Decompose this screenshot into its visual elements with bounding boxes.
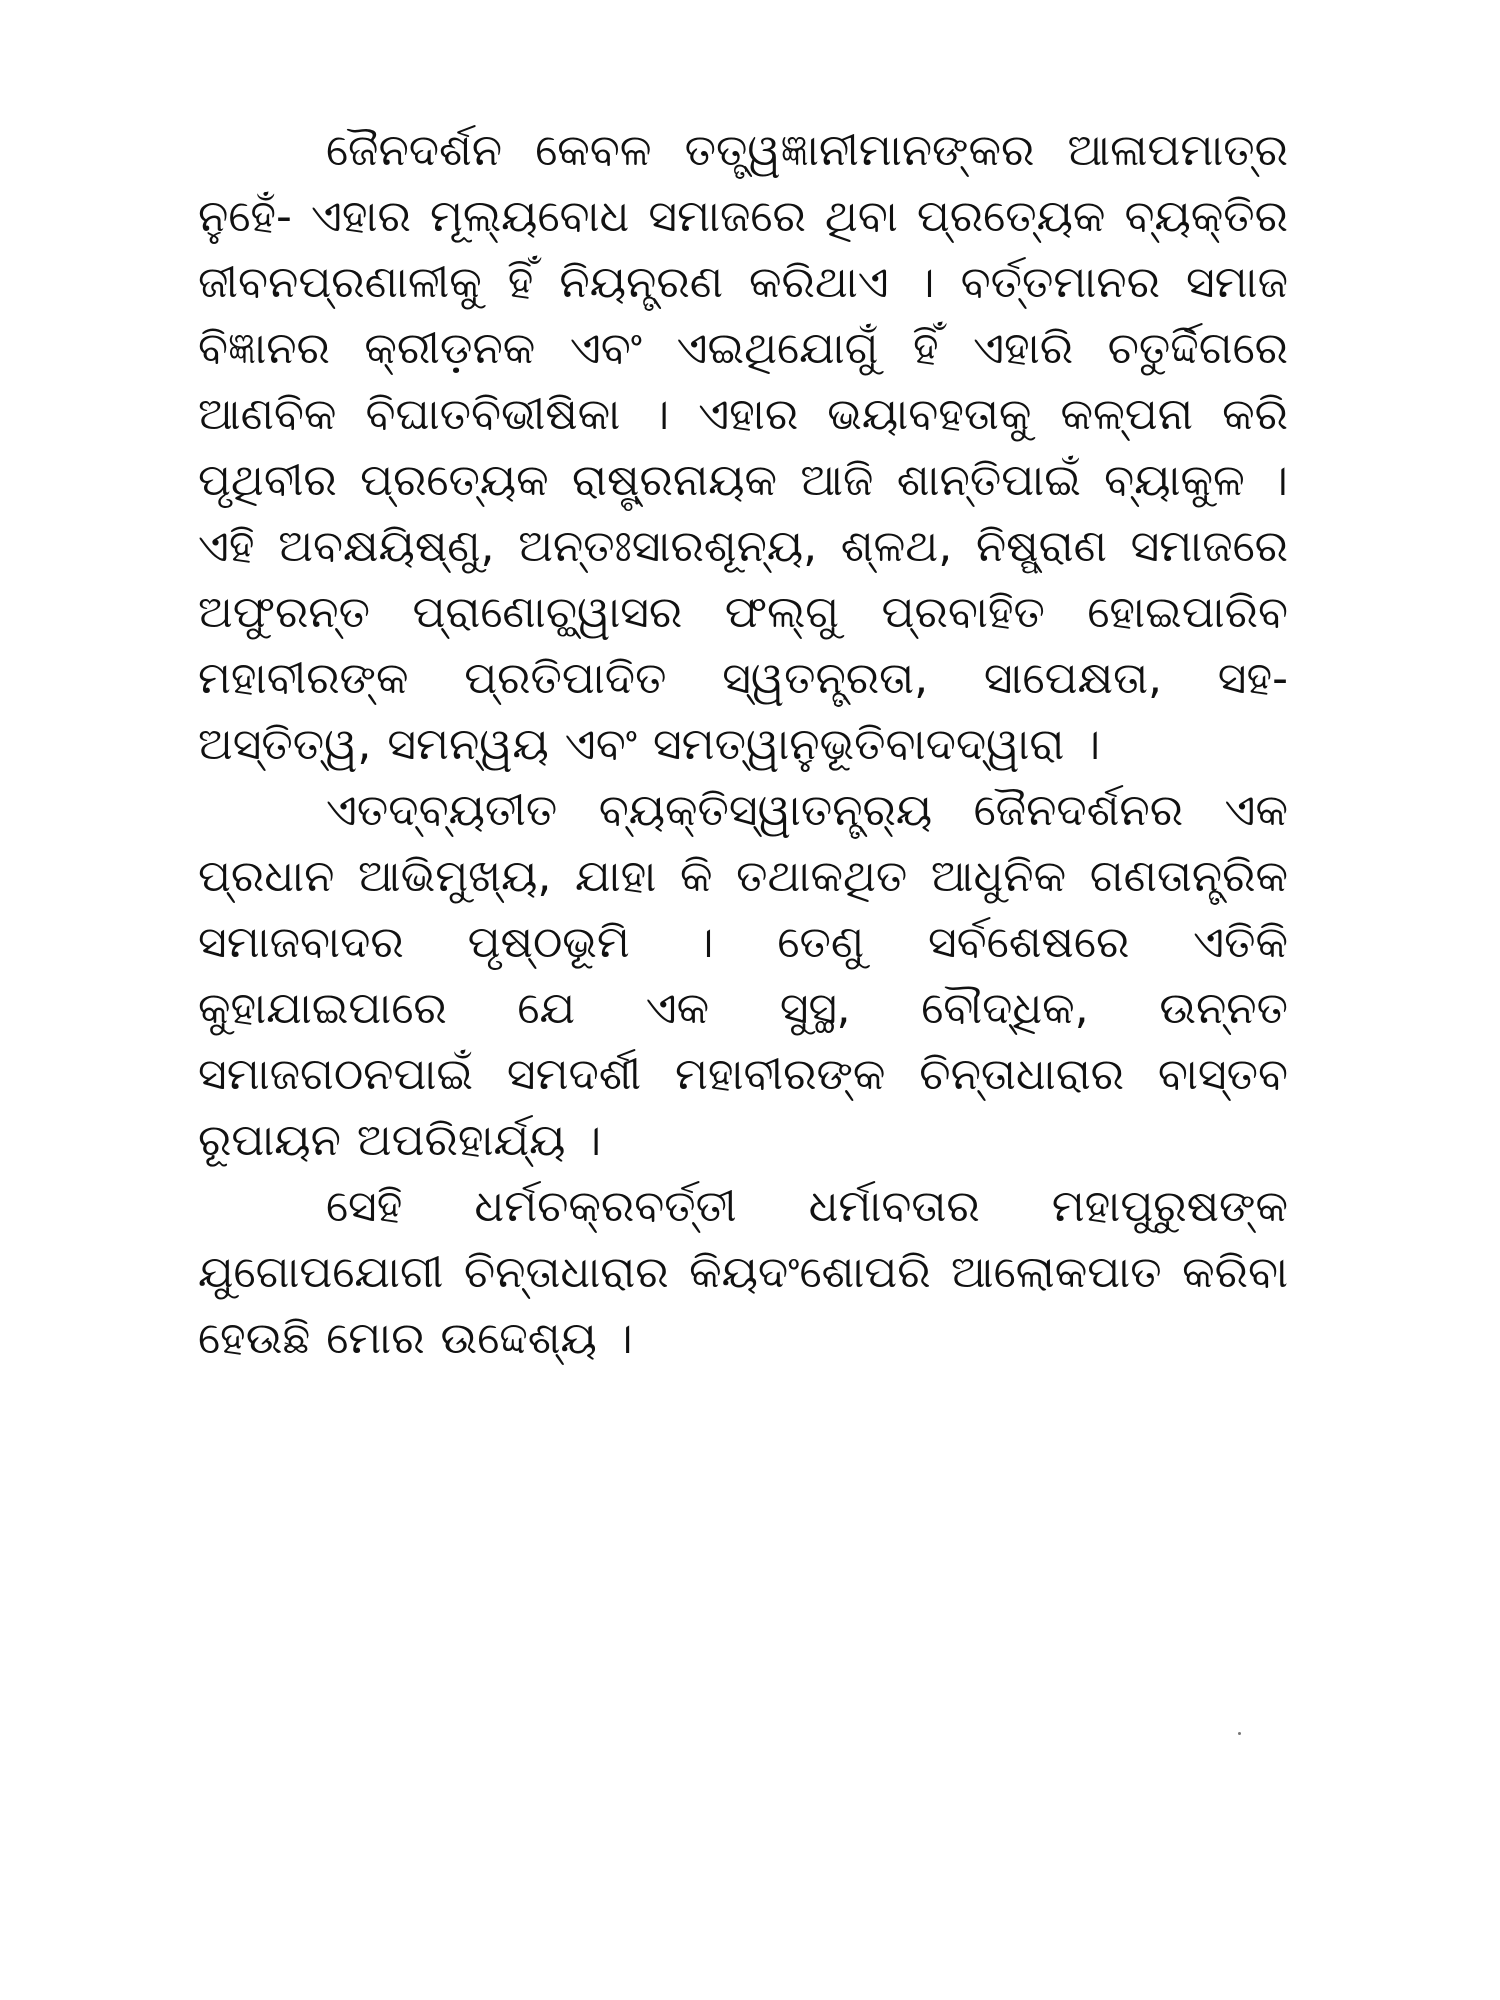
paragraph-1: ଜୈନଦର୍ଶନ କେବଳ ତତ୍ତ୍ୱଜ୍ଞାନୀମାନଙ୍କର ଆଳାପମାତ୍ର ନୁହେଁ- ଏହାର ମୂଲ୍ୟବୋଧ ସମାଜରେ ଥିବା ପ୍ରତ୍ୟେକ ବ୍ୟକ୍ତିର ଜୀବନପ୍ରଣାଳୀକୁ ହିଁ ନିୟନ୍ତ୍ରଣ କରିଥାଏ । ବର୍ତ୍ତମାନର ସମାଜ ବିଜ୍ଞାନର କ୍ରୀଡ଼ନକ ଏବଂ ଏଇଥିଯୋଗୁଁ ହିଁ ଏହାରି ଚତୁର୍ଦ୍ଦିଗରେ ଆଣବିକ ବିଘାତବିଭୀଷିକା । ଏହାର ଭୟାବହତାକୁ କଳ୍ପନା କରି ପୃଥିବୀର ପ୍ରତ୍ୟେକ ରାଷ୍ଟ୍ରନାୟକ ଆଜି ଶାନ୍ତିପାଇଁ ବ୍ୟାକୁଳ । ଏହି ଅବକ୍ଷୟିଷ୍ଣୁ, ଅନ୍ତଃସାରଶୂନ୍ୟ, ଶ୍ଳଥ, ନିଷ୍ପ୍ରାଣ ସମାଜରେ ଅଫୁରନ୍ତ ପ୍ରାଣୋଚ୍ଛ୍ୱାସର ଫଲ୍‌ଗୁ ପ୍ରବାହିତ ହୋଇପାରିବ ମହାବୀରଙ୍କ ପ୍ରତିପାଦିତ ସ୍ୱତନ୍ତ୍ରତା, ସାପେକ୍ଷତା, ସହ-ଅସ୍ତିତ୍ୱ, ସମନ୍ୱୟ ଏବଂ ସମତ୍ୱାନୁଭୂତିବାଦଦ୍ୱାରା । bbox=[198, 125, 1288, 770]
paragraph-2: ଏତଦ୍‌ବ୍ୟତୀତ ବ୍ୟକ୍ତିସ୍ୱାତନ୍ତ୍ର୍ୟ ଜୈନଦର୍ଶନର ଏକ ପ୍ରଧାନ ଆଭିମୁଖ୍ୟ, ଯାହା କି ତଥାକଥିତ ଆଧୁନିକ ଗଣତାନ୍ତ୍ରିକ ସମାଜବାଦର ପୃଷ୍ଠଭୂମି । ତେଣୁ ସର୍ବଶେଷରେ ଏତିକି କୁହାଯାଇପାରେ ଯେ ଏକ ସୁସ୍ଥ, ବୌଦ୍ଧିକ, ଉନ୍ନତ ସମାଜଗଠନପାଇଁ ସମଦର୍ଶୀ ମହାବୀରଙ୍କ ଚିନ୍ତାଧାରାର ବାସ୍ତବ ରୂପାୟନ ଅପରିହାର୍ଯ୍ୟ । bbox=[198, 785, 1288, 1166]
paragraph-3: ସେହି ଧର୍ମଚକ୍ରବର୍ତ୍ତୀ ଧର୍ମାବତାର ମହାପୁରୁଷଙ୍କ ଯୁଗୋପଯୋଗୀ ଚିନ୍ତାଧାରାର କିୟଦଂଶୋପରି ଆଲୋକପାତ କରିବା ହେଉଛି ମୋର ଉଦ୍ଦେଶ୍ୟ । bbox=[198, 1181, 1288, 1364]
document-page bbox=[198, 118, 1288, 1372]
scan-speck bbox=[1238, 1732, 1241, 1735]
